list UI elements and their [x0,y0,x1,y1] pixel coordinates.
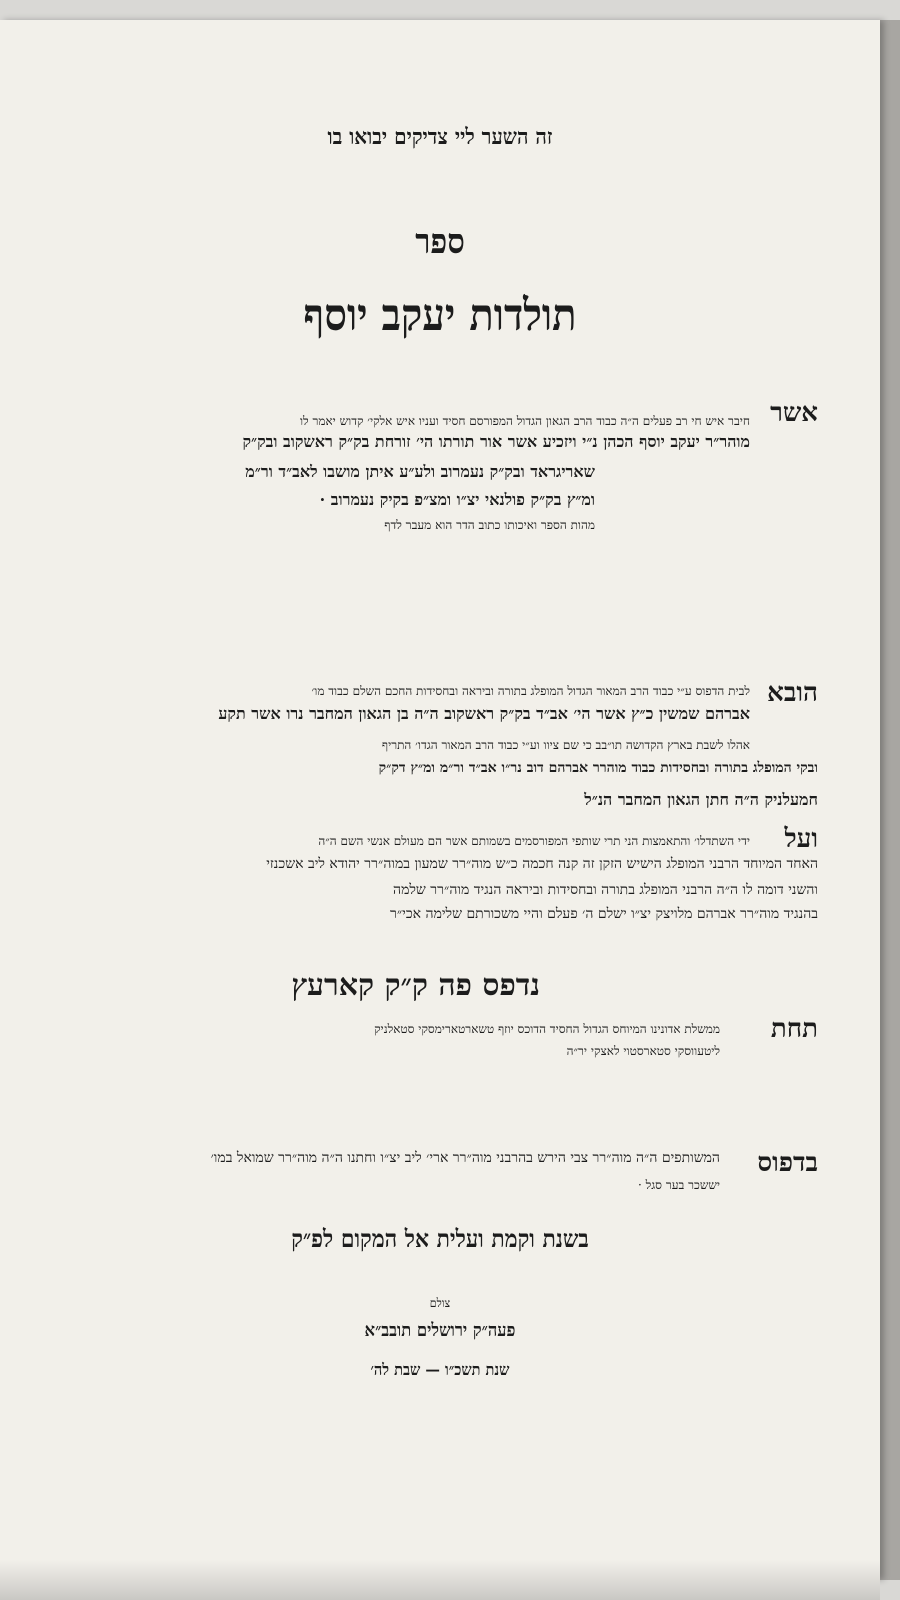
veal-lead: ועל [784,824,818,854]
printed-line: נדפס פה ק״ק קארעץ [291,968,540,1003]
asher-line1: חיבר איש חי רב פעלים ה״ה כבוד הרב הגאון הגדול המפורסם חסיד ועניו איש אלקי׳ קדוש יאמר לו [299,414,750,428]
page-shadow [0,1560,880,1600]
huva-line2: אברהם שמשין כ״ץ אשר הי׳ אב״ד בק״ק ראשקוב ה״ה בן הגאון המחבר נרו אשר תקע [218,704,750,723]
asher-line2: מוהר״ר יעקב יוסף הכהן נ״י ויזכיע אשר אור תורתו הי׳ זורחת בק״ק ראשקוב ובק״ק [242,432,750,451]
book-spine-edge [880,20,900,1580]
header-line: זה השער ליי צדיקים יבואו בו [327,124,553,150]
asher-line5: מהות הספר ואיכותו כתוב הדר הוא מעבר לדף [384,518,595,532]
city-line: פעה״ק ירושלים תובב״א [364,1320,516,1341]
photo-line: צולם [429,1296,451,1310]
book-title: תולדות יעקב יוסף [303,290,577,341]
huva-lead: הובא [767,678,818,708]
veal-line4: בהנגיד מוה״רר אברהם מלויצק יצ״ו ישלם ה׳ פעלם והיי משכורתם שלימה אכי״ר [389,906,818,922]
asher-lead: אשר [770,398,818,428]
asher-line3: שאריגראד ובק״ק נעמרוב ולע״ע איתן מושבו לאב״ד ור״מ [245,462,595,481]
veal-line1: ידי השתדלו׳ והתאמצות הני תרי שותפי המפורסמים בשמותם אשר הם מעולם אנשי השם ה״ה [318,834,750,848]
tahat-line2: ליטעווסקי סטארסטוי לאצקי יר״ה [566,1044,720,1058]
huva-line4: ובקי המופלג בתורה ובחסידות כבוד מוהרר אברהם דוב נר״ו אב״ד ור״מ ומ״ץ דק״ק [378,760,818,776]
sefer-label: ספר [415,222,465,262]
tahat-lead: תחת [770,1014,818,1044]
asher-line4: ומ״ץ בק״ק פולנאי יצ״ו ומצ״פ בקיק נעמרוב · [319,490,595,509]
bidfus-line2: יששכר בער סגל · [637,1178,720,1192]
veal-line2: האחד המיוחד הרבני המופלג הישיש הזקן זה קנה חכמה כ״ש מוה״רר שמעון במוה״רר יהודא ליב אשכנזי [266,856,818,872]
tahat-line1: ממשלת אדונינו המיוחס הגדול החסיד הדוכס יוזף טשארטארימסקי סטאלניק [374,1022,720,1036]
huva-line3: אהלו לשבת בארץ הקדושה תו״בב כי שם ציוו וע״י כבוד הרב המאור הגדו׳ התריף [381,738,750,752]
bidfus-lead: בדפוס [757,1148,818,1178]
veal-line3: והשני דומה לו ה״ה הרבני המופלג בתורה ובחסידות וביראה הנגיד מוה״רר שלמה [393,882,818,898]
bidfus-line1: המשותפים ה״ה מוה״רר צבי הירש בהרבני מוה״רר ארי׳ ליב יצ״ו וחתנו ה״ה מוה״רר שמואל במו׳ [210,1150,720,1166]
huva-line1: לבית הדפוס ע״י כבוד הרב המאור הגדול המופלג בתורה וביראה ובחסידות החכם השלם כבוד מו׳ [311,684,750,698]
date-line: שנת תשכ״ו — שבת לה׳ [370,1360,510,1379]
year-line: בשנת וקמת ועלית אל המקום לפ״ק [291,1224,589,1253]
huva-line5: חמעלניק ה״ה חתן הגאון המחבר הנ״ל [584,790,818,809]
